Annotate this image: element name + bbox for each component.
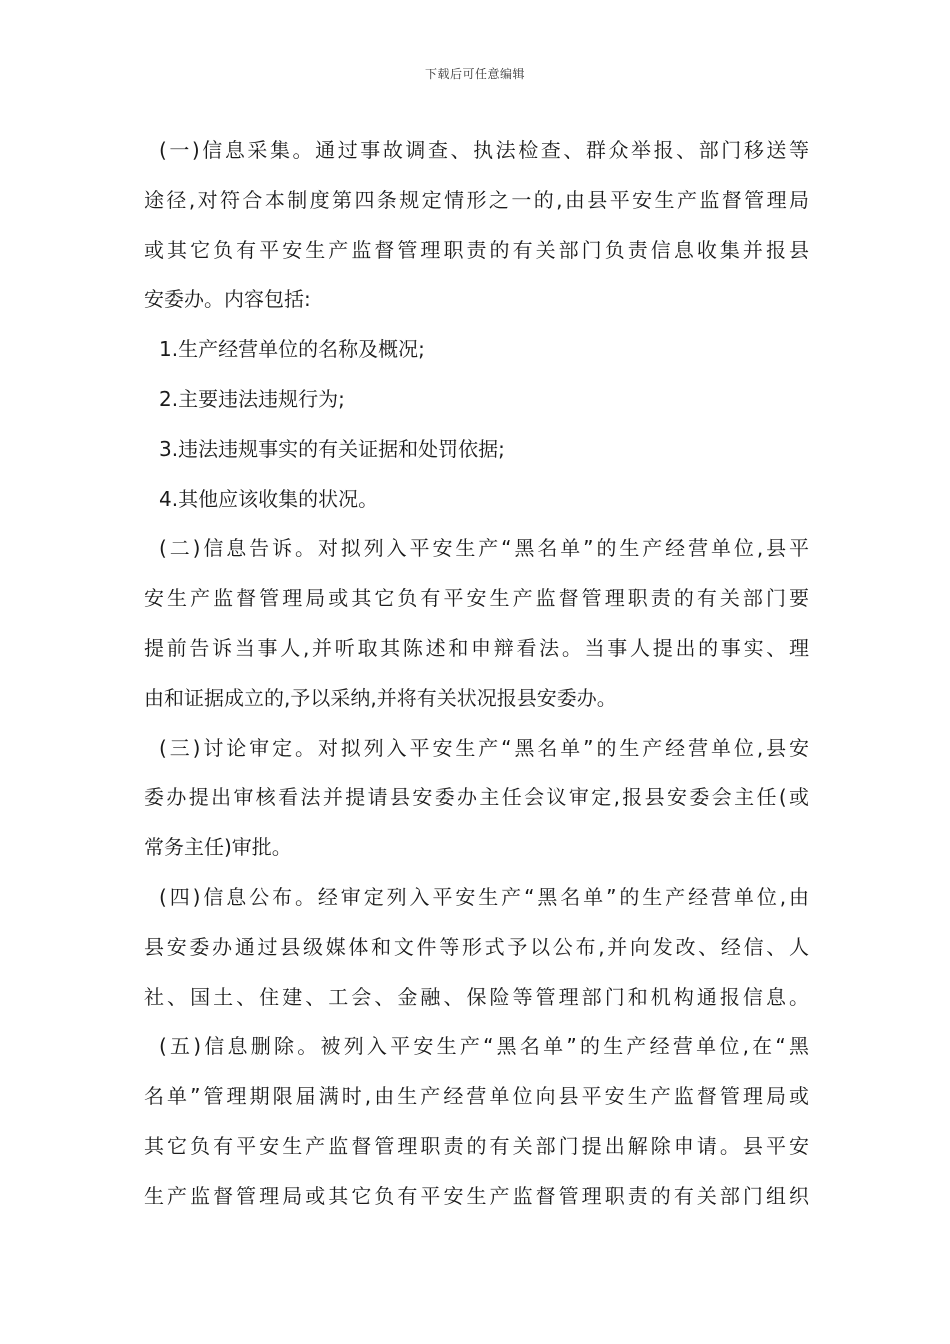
text-line: 常务主任)审批。 xyxy=(144,835,292,860)
list-item: 3.违法违规事实的有关证据和处罚依据; xyxy=(159,436,505,461)
document-body xyxy=(144,126,809,1222)
text-line: 提前告诉当事人,并听取其陈述和申辩看法。当事人提出的事实、理 xyxy=(144,635,809,660)
text-line: 或其它负有平安生产监督管理职责的有关部门负责信息收集并报县 xyxy=(144,237,809,262)
list-item: 4.其他应该收集的状况。 xyxy=(159,486,379,511)
list-item: 1.生产经营单位的名称及概况; xyxy=(159,337,425,362)
text-line: 安委办。内容包括: xyxy=(144,287,311,312)
text-line: (二)信息告诉。对拟列入平安生产“黑名单”的生产经营单位,县平 xyxy=(159,536,809,561)
text-line: 其它负有平安生产监督管理职责的有关部门提出解除申请。县平安 xyxy=(144,1133,809,1158)
text-line: 县安委办通过县级媒体和文件等形式予以公布,并向发改、经信、人 xyxy=(144,934,809,959)
text-line: (三)讨论审定。对拟列入平安生产“黑名单”的生产经营单位,县安 xyxy=(159,735,809,760)
text-line: 委办提出审核看法并提请县安委办主任会议审定,报县安委会主任(或 xyxy=(144,785,809,810)
text-line: 名单”管理期限届满时,由生产经营单位向县平安生产监督管理局或 xyxy=(144,1084,809,1109)
list-item: 2.主要违法违规行为; xyxy=(159,386,345,411)
text-line: 安生产监督管理局或其它负有平安生产监督管理职责的有关部门要 xyxy=(144,586,809,611)
text-line: 途径,对符合本制度第四条规定情形之一的,由县平安生产监督管理局 xyxy=(144,187,809,212)
text-line: (五)信息删除。被列入平安生产“黑名单”的生产经营单位,在“黑 xyxy=(159,1034,809,1059)
page-header: 下载后可任意编辑 xyxy=(424,67,525,81)
text-line: (一)信息采集。通过事故调查、执法检查、群众举报、部门移送等 xyxy=(159,138,809,162)
text-line: 由和证据成立的,予以采纳,并将有关状况报县安委办。 xyxy=(144,685,617,710)
text-line: 社、国土、住建、工会、金融、保险等管理部门和机构通报信息。 xyxy=(144,984,809,1009)
text-line: (四)信息公布。经审定列入平安生产“黑名单”的生产经营单位,由 xyxy=(159,884,809,909)
text-line: 生产监督管理局或其它负有平安生产监督管理职责的有关部门组织 xyxy=(144,1183,809,1208)
